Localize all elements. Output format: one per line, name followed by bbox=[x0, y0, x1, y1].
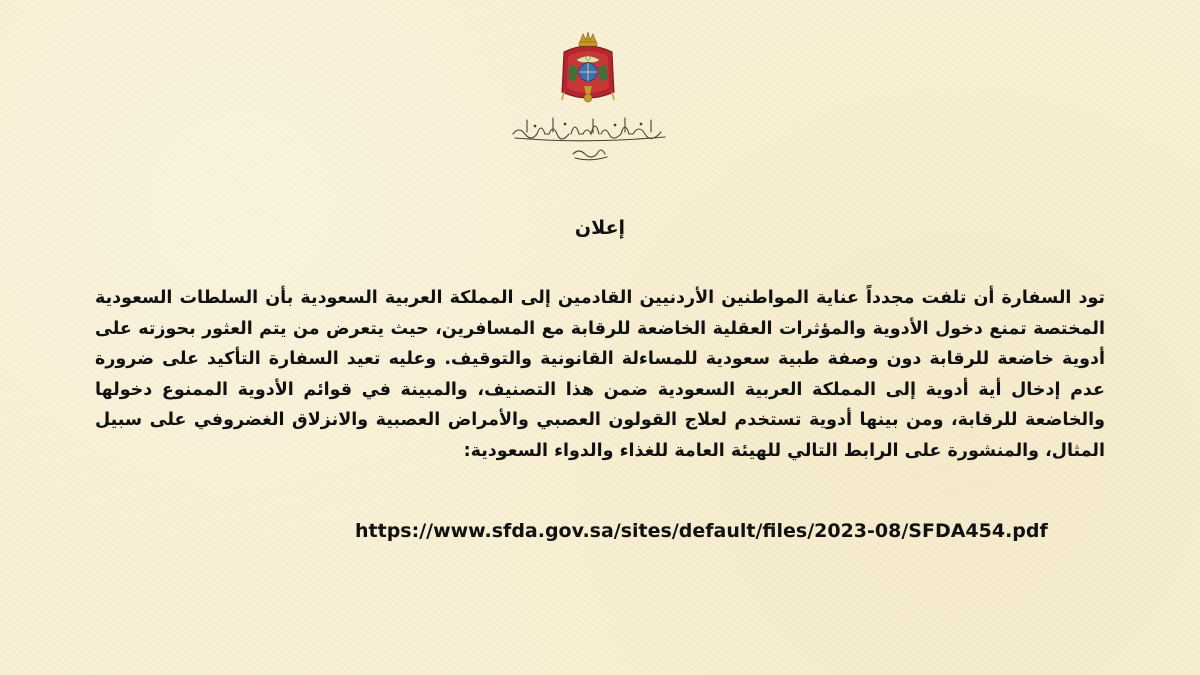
jordan-coat-of-arms-icon bbox=[556, 30, 620, 110]
sfda-link[interactable]: https://www.sfda.gov.sa/sites/default/files/2023-08/SFDA454.pdf bbox=[355, 520, 1048, 542]
embassy-calligraphy-logo bbox=[505, 112, 675, 168]
announcement-body: تود السفارة أن تلفت مجدداً عناية المواطنين الأردنيين القادمين إلى المملكة العربية السعودية بأن السلطات السعودية المختصة تمنع دخول الأدوية والمؤثرات العقلية الخاضعة للرقابة مع المسافرين، حيث يتعرض من يتم العثور بحوزته على أدوية خاضعة للرقابة دون وصفة طبية سعودية للمساءلة القانونية والتوقيف. وعليه تعيد السفارة التأكيد على ضرورة عدم إدخال أية أدوية إلى المملكة العربية السعودية ضمن هذا التصنيف، والمبينة في قوائم الأدوية الممنوع دخولها والخاضعة للرقابة، ومن بينها أدوية تستخدم لعلاج القولون العصبي والأمراض العصبية والانزلاق الغضروفي على سبيل المثال، والمنشورة على الرابط التالي للهيئة العامة للغذاء والدواء السعودية: bbox=[95, 288, 1105, 461]
announcement-title: إعلان bbox=[574, 217, 626, 239]
